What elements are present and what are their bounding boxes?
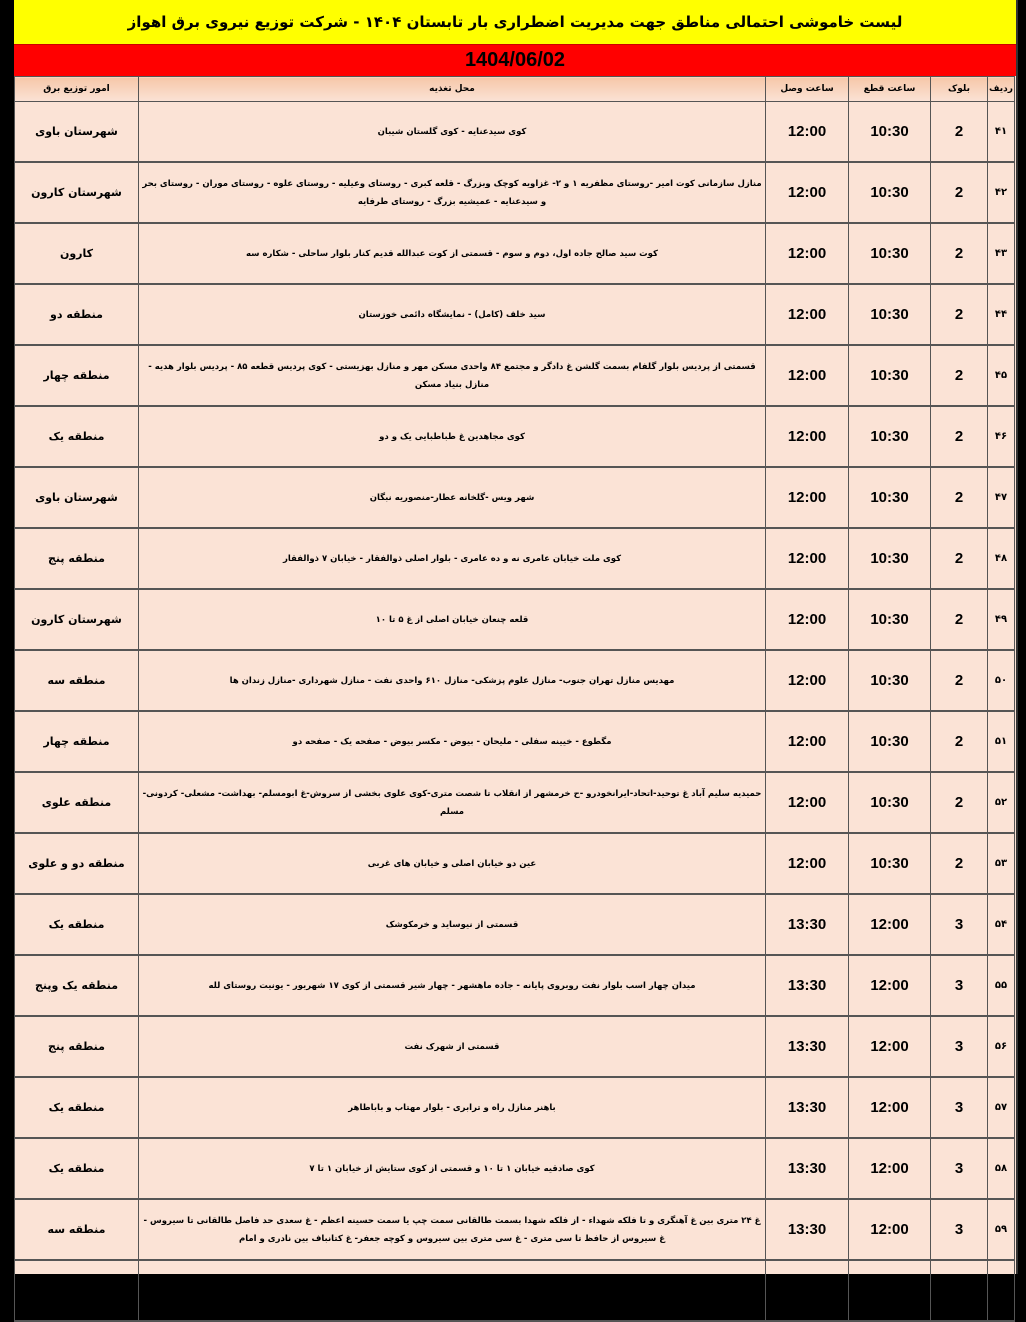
cell-location: کوی مجاهدین غ طباطبایی یک و دو — [139, 406, 766, 467]
cell-cut-time: 10:30 — [849, 528, 931, 589]
cell-reconnect-time: 12:00 — [766, 102, 849, 163]
cell-block: 2 — [931, 223, 988, 284]
cell-row-number: ۴۹ — [988, 589, 1015, 650]
table-row — [15, 467, 1015, 528]
cell-district: منطقه سه — [15, 1199, 139, 1260]
cell-location: کوت سید صالح جاده اول، دوم و سوم - قسمتی از کوت عبدالله قدیم کنار بلوار ساحلی - شکاره سه — [139, 223, 766, 284]
cell-location: قسمتی از نیوساید و خرمکوشک — [139, 894, 766, 955]
cell-cut-time: 12:00 — [849, 1138, 931, 1199]
table-row — [15, 1016, 1015, 1077]
cell-row-number: ۵۶ — [988, 1016, 1015, 1077]
outage-sheet — [14, 0, 1018, 1299]
cell-location: عین دو خیابان اصلی و خیابان های غربی — [139, 833, 766, 894]
table-row — [15, 833, 1015, 894]
cell-reconnect-time: 13:30 — [766, 1077, 849, 1138]
cell-location: سید خلف (کامل) - نمایشگاه دائمی خوزستان — [139, 284, 766, 345]
cell-cut-time: 10:30 — [849, 345, 931, 406]
cell-block: 2 — [931, 162, 988, 223]
cell-reconnect-time: 12:00 — [766, 223, 849, 284]
cell-cut-time: 12:00 — [849, 894, 931, 955]
table-row — [15, 223, 1015, 284]
cell-cut-time: 10:30 — [849, 406, 931, 467]
header-cut-time: ساعت قطع — [849, 77, 931, 102]
table-row — [15, 1199, 1015, 1260]
table-row — [15, 528, 1015, 589]
cell-reconnect-time: 13:30 — [766, 1260, 849, 1321]
cell-block: 3 — [931, 955, 988, 1016]
cell-location: میدان چهار اسب بلوار نفت روبروی پایانه - جاده ماهشهر - چهار شیر قسمتی از کوی ۱۷ شهریور - یونیت روستای لله — [139, 955, 766, 1016]
cell-cut-time: 10:30 — [849, 223, 931, 284]
cell-row-number: ۴۵ — [988, 345, 1015, 406]
cell-row-number: ۵۲ — [988, 772, 1015, 833]
cell-location: غ فرهنگ از زند تا نادری - غ ادهم از عظیم تا کافی - غ جهانیان از فرهنگ تا سی متری — [139, 1260, 766, 1321]
cell-district: منطقه یک — [15, 406, 139, 467]
cell-reconnect-time: 13:30 — [766, 1138, 849, 1199]
table-row — [15, 711, 1015, 772]
cell-row-number: ۵۵ — [988, 955, 1015, 1016]
cell-cut-time: 10:30 — [849, 711, 931, 772]
table-row — [15, 406, 1015, 467]
header-reconnect-time: ساعت وصل — [766, 77, 849, 102]
cell-reconnect-time: 12:00 — [766, 833, 849, 894]
cell-cut-time: 10:30 — [849, 284, 931, 345]
cell-reconnect-time: 12:00 — [766, 589, 849, 650]
cell-row-number: ۴۶ — [988, 406, 1015, 467]
cell-location: قسمتی از پردیس بلوار گلفام بسمت گلشن غ دادگر و مجتمع ۸۴ واحدی مسکن مهر و منازل بهزیستی - کوی پردیس قطعه ۸۵ - پردیس بلوار هدیه - منازل بنیاد مسکن — [139, 345, 766, 406]
cell-cut-time: 12:00 — [849, 1016, 931, 1077]
table-row — [15, 1138, 1015, 1199]
cell-row-number: ۵۰ — [988, 650, 1015, 711]
table-row — [15, 102, 1015, 163]
cell-row-number: ۵۳ — [988, 833, 1015, 894]
cell-row-number: ۵۹ — [988, 1199, 1015, 1260]
cell-reconnect-time: 12:00 — [766, 345, 849, 406]
cell-row-number: ۵۴ — [988, 894, 1015, 955]
cell-district: منطقه سه — [15, 650, 139, 711]
cell-cut-time: 10:30 — [849, 467, 931, 528]
table-row — [15, 955, 1015, 1016]
cell-district: منطقه چهار — [15, 711, 139, 772]
cell-row-number: ۵۱ — [988, 711, 1015, 772]
cell-cut-time: 12:00 — [849, 1199, 931, 1260]
cell-location: شهر ویس -گلخانه عطار-منصوریه نبگان — [139, 467, 766, 528]
page-title: لیست خاموشی احتمالی مناطق جهت مدیریت اضطراری بار تابستان ۱۴۰۴ - شرکت توزیع نیروی برق اهواز — [14, 0, 1016, 45]
table-row — [15, 894, 1015, 955]
cell-location: منازل سازمانی کوت امیر -روستای مظفریه ۱ و ۲- غزاویه کوچک وبزرگ - قلعه کبری - روستای وعیلیه - روستای علوه - روستای موران - روستای بحر و سیدعنایه - عمیشیه بزرگ - روستای طرفایه — [139, 162, 766, 223]
table-row — [15, 1077, 1015, 1138]
cell-row-number: ۴۷ — [988, 467, 1015, 528]
cell-district: منطقه سه — [15, 1260, 139, 1321]
cell-row-number: ۵۸ — [988, 1138, 1015, 1199]
cell-block: 2 — [931, 102, 988, 163]
cell-cut-time: 12:00 — [849, 1077, 931, 1138]
cell-reconnect-time: 13:30 — [766, 955, 849, 1016]
table-row — [15, 162, 1015, 223]
cell-location: کوی ملت خیابان عامری نه و ده عامری - بلوار اصلی ذوالفقار - خیابان ۷ ذوالفقار — [139, 528, 766, 589]
cell-block: 2 — [931, 406, 988, 467]
cell-district: منطقه پنج — [15, 1016, 139, 1077]
cell-location: کوی صادقیه خیابان ۱ تا ۱۰ و قسمتی از کوی ستایش از خیابان ۱ تا ۷ — [139, 1138, 766, 1199]
cell-reconnect-time: 12:00 — [766, 467, 849, 528]
cell-block: 2 — [931, 528, 988, 589]
cell-block: 2 — [931, 833, 988, 894]
table-row — [15, 650, 1015, 711]
cell-reconnect-time: 12:00 — [766, 772, 849, 833]
cell-cut-time: 12:00 — [849, 955, 931, 1016]
cell-block: 2 — [931, 711, 988, 772]
cell-block: 2 — [931, 345, 988, 406]
cell-location: کوی سیدعنایه - کوی گلستان شیبان — [139, 102, 766, 163]
cell-block: 3 — [931, 1260, 988, 1321]
cell-block: 2 — [931, 772, 988, 833]
cell-location: قلعه چنعان خیابان اصلی از غ ۵ تا ۱۰ — [139, 589, 766, 650]
cell-district: منطقه دو — [15, 284, 139, 345]
cell-district: شهرستان کارون — [15, 589, 139, 650]
cell-row-number: ۴۸ — [988, 528, 1015, 589]
cell-block: 3 — [931, 1077, 988, 1138]
table-row — [15, 345, 1015, 406]
cell-reconnect-time: 12:00 — [766, 650, 849, 711]
cell-district: منطقه یک — [15, 894, 139, 955]
outage-table — [14, 76, 1015, 1322]
cell-location: مگطوع - خیینه سفلی - ملیحان - بیوض - مکسر بیوض - صفحه یک - صفحه دو — [139, 711, 766, 772]
cell-location: مهدیس منازل تهران جنوب- منازل علوم پزشکی- منازل ۶۱۰ واحدی نفت - منازل شهرداری -منازل زندان ها — [139, 650, 766, 711]
cell-block: 2 — [931, 284, 988, 345]
cell-district: کارون — [15, 223, 139, 284]
cell-district: شهرستان کارون — [15, 162, 139, 223]
cell-cut-time: 10:30 — [849, 772, 931, 833]
cell-row-number: ۴۳ — [988, 223, 1015, 284]
table-row — [15, 284, 1015, 345]
cell-location: غ ۲۴ متری بین غ آهنگری و تا فلکه شهداء - از فلکه شهدا بسمت طالقانی سمت چپ یا سمت حسینه اعظم - غ سعدی حد فاصل طالقانی تا سیروس - غ سیروس از حافظ تا سی متری - غ سی متری بین سیروس و کوچه جعفر- غ کتانباف بین نادری و امام — [139, 1199, 766, 1260]
cell-reconnect-time: 12:00 — [766, 711, 849, 772]
cell-district: شهرستان باوی — [15, 102, 139, 163]
cell-reconnect-time: 12:00 — [766, 528, 849, 589]
cell-cut-time: 10:30 — [849, 833, 931, 894]
cell-block: 2 — [931, 589, 988, 650]
cell-reconnect-time: 12:00 — [766, 284, 849, 345]
cell-reconnect-time: 13:30 — [766, 1016, 849, 1077]
cell-location: قسمتی از شهرک نفت — [139, 1016, 766, 1077]
header-district: امور توزیع برق — [15, 77, 139, 102]
table-row — [15, 772, 1015, 833]
cell-district: منطقه دو و علوی — [15, 833, 139, 894]
cell-district: شهرستان باوی — [15, 467, 139, 528]
cell-location: حمیدیه سلیم آباد غ توحید-اتحاد-ایرانخودرو -ح خرمشهر از انقلاب تا شصت متری-کوی علوی بخشی از سروش-غ ابومسلم- بهداشت- مشعلی- کردونی-مسلم — [139, 772, 766, 833]
cell-district: منطقه یک وپنج — [15, 955, 139, 1016]
cell-district: منطقه چهار — [15, 345, 139, 406]
cell-block: 3 — [931, 1016, 988, 1077]
cell-block: 3 — [931, 1138, 988, 1199]
cell-block: 3 — [931, 894, 988, 955]
date-banner: 1404/06/02 — [14, 45, 1016, 76]
cell-cut-time: 12:00 — [849, 1260, 931, 1321]
cell-cut-time: 10:30 — [849, 650, 931, 711]
cell-row-number: ۴۴ — [988, 284, 1015, 345]
table-row — [15, 1260, 1015, 1321]
cell-reconnect-time: 12:00 — [766, 406, 849, 467]
cell-block: 2 — [931, 467, 988, 528]
header-row-number: ردیف — [988, 77, 1015, 102]
cell-cut-time: 10:30 — [849, 589, 931, 650]
cell-district: منطقه علوی — [15, 772, 139, 833]
cell-row-number: ۵۷ — [988, 1077, 1015, 1138]
cell-location: باهنر منازل راه و ترابری - بلوار مهتاب و باباطاهر — [139, 1077, 766, 1138]
cell-cut-time: 10:30 — [849, 162, 931, 223]
cell-cut-time: 10:30 — [849, 102, 931, 163]
cell-block: 2 — [931, 650, 988, 711]
header-location: محل تغذیه — [139, 77, 766, 102]
cell-district: منطقه یک — [15, 1138, 139, 1199]
cell-reconnect-time: 12:00 — [766, 162, 849, 223]
cell-row-number: ۴۲ — [988, 162, 1015, 223]
cell-row-number: ۴۱ — [988, 102, 1015, 163]
cell-reconnect-time: 13:30 — [766, 894, 849, 955]
cell-reconnect-time: 13:30 — [766, 1199, 849, 1260]
table-header-row — [15, 77, 1015, 102]
cell-row-number: ۶۰ — [988, 1260, 1015, 1321]
cell-district: منطقه یک — [15, 1077, 139, 1138]
table-row — [15, 589, 1015, 650]
header-block: بلوک — [931, 77, 988, 102]
cell-district: منطقه پنج — [15, 528, 139, 589]
cell-block: 3 — [931, 1199, 988, 1260]
